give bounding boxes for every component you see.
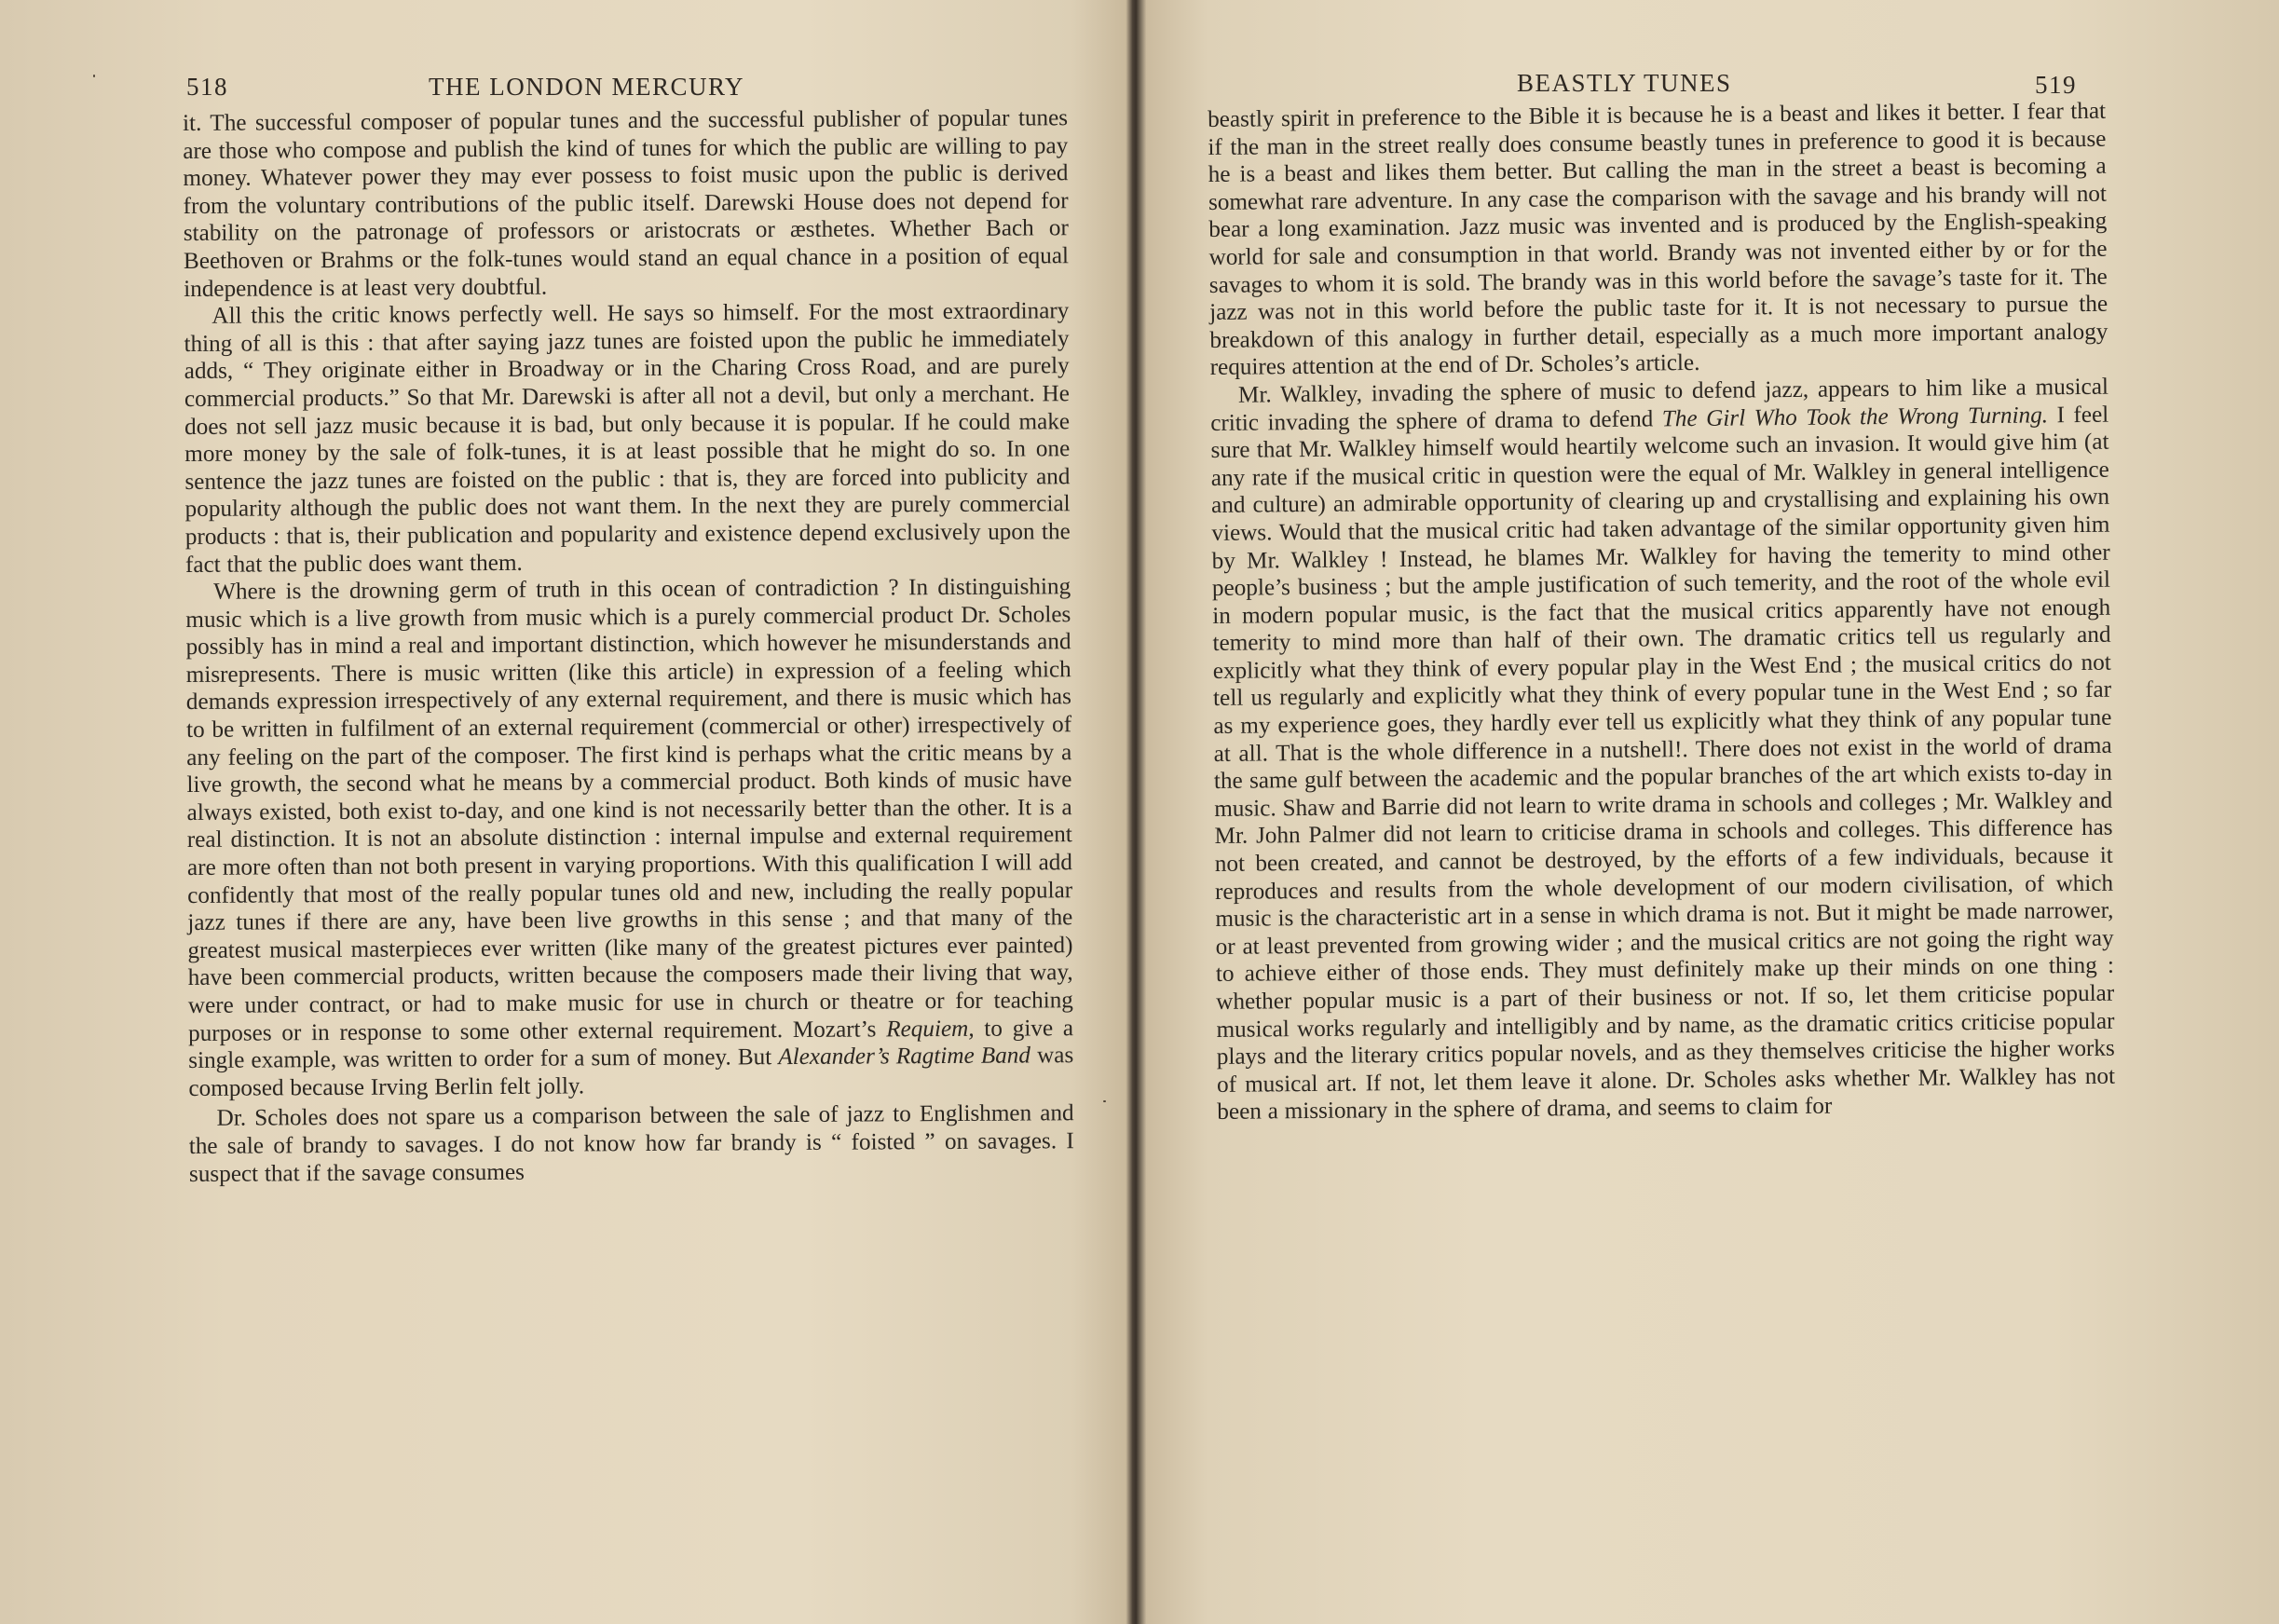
text-run: beastly spirit in preference to the Bible it is because he is a beast and likes it better. I fear that if the man in the street really does consume beastly tunes in preference to good it is because he is a beast and likes them better. But calling the man in the street a beast is becoming a somewhat rare adventure. In any case the comparison with the savage and his brandy will not bear a long examination. Jazz music was invented and is produced by the English-speaking world for sale and consumption in that world. Brandy was not invented either by or for the savages to whom it is sold. The brandy was in this world before the savage’s taste for it. The jazz was not in this world before the public taste for it. It is not necessary to pursue the breakdown of this analogy in further detail, especially as a much more important analogy requires attention at the end of Dr. Scholes’s article. — [1208, 98, 2108, 381]
italic-title: Requiem, — [886, 1016, 975, 1042]
body-text — [183, 104, 1074, 1188]
text-run: it. The successful composer of popular tunes and the successful publisher of popular tunes are those who compose and publish the kind of tunes for which the public are willing to pay money. Whatever power they may ever possess to foist music upon the public is derived from the voluntary contributions of the public itself. Darewski House does not depend for stability on the patronage of professors or aristocrats or æsthetes. Whether Bach or Beethoven or Brahms or the folk-tunes would stand an equal chance in a position of equal independence is at least very doubtful. — [183, 105, 1070, 302]
text-run: to give a single example, was written to order for a sum of money. But — [188, 1015, 1074, 1074]
italic-title: Alexander’s Ragtime Band — [778, 1043, 1031, 1071]
text-run: was composed because Irving Berlin felt jolly. — [188, 1043, 1074, 1101]
paragraph — [185, 573, 1073, 1102]
paragraph — [189, 1100, 1075, 1189]
right-page — [1142, 0, 2279, 1624]
page-number: 519 — [2035, 71, 2077, 99]
paragraph — [1210, 374, 2116, 1126]
text-run: Mr. Walkley, invading the sphere of music to defend jazz, appears to him like a musical critic invading the sphere of drama to defend — [1210, 374, 2109, 436]
paper-speck — [1103, 1100, 1106, 1102]
paragraph — [1208, 98, 2108, 382]
left-page — [0, 0, 1127, 1624]
text-run: I feel sure that Mr. Walkley himself would heartily welcome such an invasion. It would give him (at any rate if the musical critic in question were the equal of Mr. Walkley in general intelligence and culture) an admirable opportunity of clearing up and crystallising and explaining his own views. Would that the musical critic had taken advantage of the similar opportunity given him by Mr. Walkley ! Instead, he blames Mr. Walkley for having the temerity to mind other people’s business ; but the ample justification of such temerity, and the root of the whole evil in modern popular music, is the fact that the musical critics apparently have not enough temerity to mind more than half of their own. The dramatic critics tell us regularly and explicitly what they think of every popular play in the West End ; the musical critics do not tell us regularly and explicitly what they think of every popular tune in the West End ; so far as my experience goes, they hardly ever tell us explicitly what they think of any popular tune at all. That is the whole difference in a nutshell!. There does not exist in the world of drama the same gulf between the academic and the popular branches of the art which exists to-day in music. Shaw and Barrie did not learn to write drama in schools and colleges ; Mr. Walkley and Mr. John Palmer did not learn to criticise drama in schools and colleges. This difference has not been created, and cannot be destroyed, by the efforts of a few individuals, because it reproduces and results from the whole development of our modern civilisation, of which music is the characteristic art in a sense in which drama is not. But it might be made narrower, or at least prevented from growing wider ; and the musical critics are not going the right way to achieve either of those ends. They must definitely make up their minds on one thing : whether popular music is a part of their business or not. If so, let them criticise popular musical works regularly and intelligibly and by name, as the dramatic critics criticise popular plays and the literary critics popular novels, and as they themselves criticise the higher works of musical art. If not, let them leave it alone. Dr. Scholes asks whether Mr. Walkley has not been a missionary in the sphere of drama, and seems to claim for — [1210, 402, 2116, 1126]
text-run: All this the critic knows perfectly well. He says so himself. For the most extraordinary thing of all is this : that after saying jazz tunes are foisted upon the public he immediately adds, “ They originate either in Broadway or in the Charing Cross Road, and are purely commercial products.” So that Mr. Darewski is after all not a devil, but only a merchant. He does not sell jazz music because it is bad, but only because it is popular. If he could make more money by the sale of folk-tunes, it is at least possible that he might do so. In one sentence the jazz tunes are foisted on the public : that is, they are forced into publicity and popularity although the public does not want them. In the next they are purely commercial products : that is, their publication and popularity and existence depend exclusively upon the fact that the public does want them. — [184, 298, 1071, 578]
paper-speck — [93, 75, 95, 77]
running-head: BEASTLY TUNES — [1517, 69, 1732, 97]
body-text — [1208, 98, 2115, 1126]
paragraph — [184, 297, 1071, 579]
page-number: 518 — [186, 73, 228, 101]
running-head: THE LONDON MERCURY — [429, 73, 745, 101]
text-run: Dr. Scholes does not spare us a comparison between the sale of jazz to Englishmen and the sale of brandy to savages. I do not know how far brandy is “ foisted ” on savages. I suspect that if the savage consumes — [188, 1100, 1074, 1187]
italic-title: The Girl Who Took the Wrong Turning. — [1661, 402, 2049, 431]
paragraph — [183, 104, 1069, 303]
text-run: Where is the drowning germ of truth in this ocean of contradiction ? In distinguishing music which is a live growth from music which is a purely commercial product Dr. Scholes possibly has in mind a real and important distinction, which however he misunderstands and misrepresents. There is music written (like this article) in expression of a feeling which demands expression irrespectively of any external requirement, and there is music which has to be written in fulfilment of an external requirement (commercial or other) irrespectively of any feeling on the part of the composer. The first kind is perhaps what the critic means by a live growth, the second what he means by a commercial product. Both kinds of music have always existed, both exist to-day, and one kind is not necessarily better than the other. It is a real distinction. It is not an absolute distinction : internal impulse and external requirement are more often than not both present in varying proportions. With this qualification I will add confidently that most of the really popular tunes old and new, including the really popular jazz tunes if there are any, have been live growths in this sense ; and that many of the greatest musical masterpieces ever written (like many of the greatest pictures ever painted) have been commercial products, written because the composers made their living that way, were under contract, or had to make music for use in church or theatre or for teaching purposes or in response to some other external requirement. Mozart’s — [185, 574, 1073, 1046]
